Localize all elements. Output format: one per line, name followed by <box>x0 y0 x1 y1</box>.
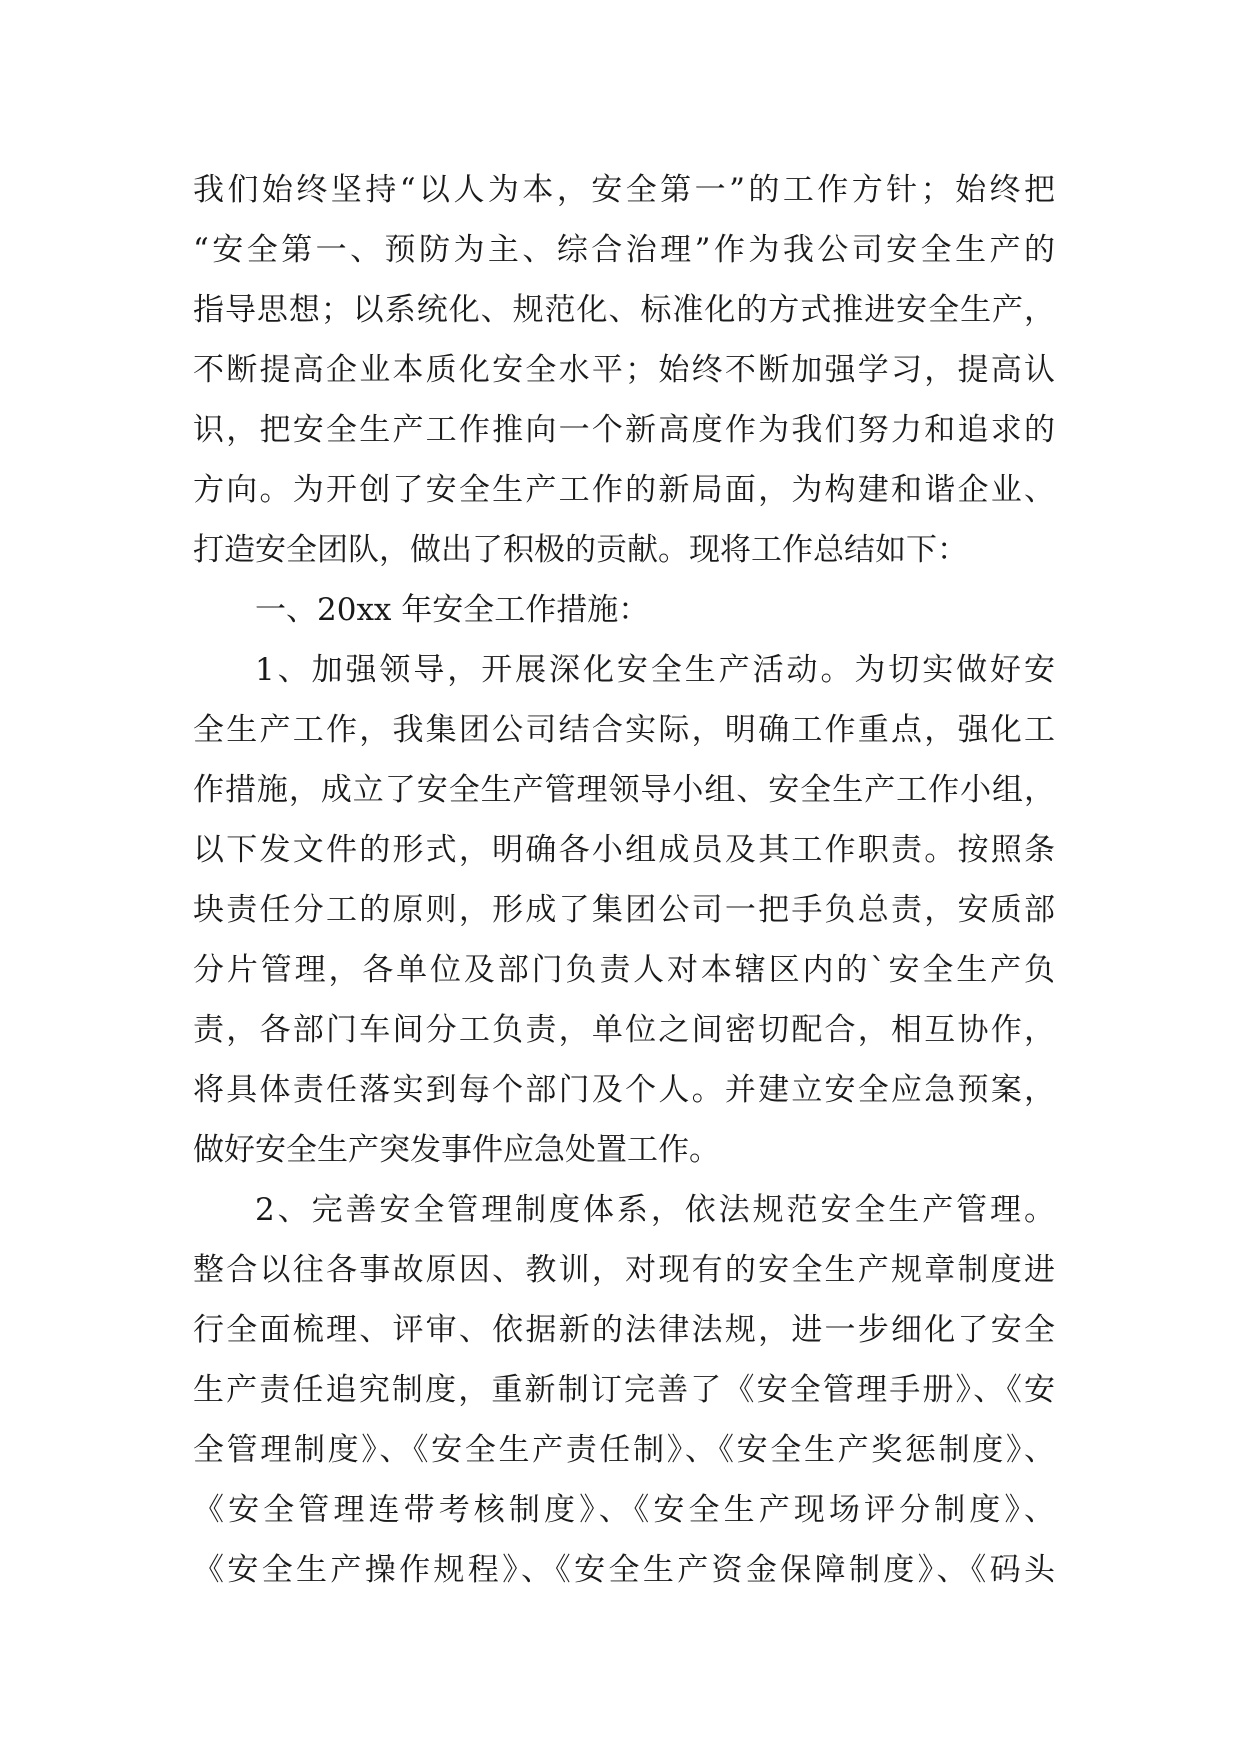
text-line: 我们始终坚持“以人为本，安全第一”的工作方针；始终把 <box>193 172 1055 208</box>
text-line: 不断提高企业本质化安全水平；始终不断加强学习，提高认 <box>193 352 1055 388</box>
text-line: 生产责任追究制度，重新制订完善了《安全管理手册》、《安 <box>193 1372 1055 1408</box>
text-line: 块责任分工的原则，形成了集团公司一把手负总责，安质部 <box>193 892 1055 928</box>
text-line: 指导思想；以系统化、规范化、标准化的方式推进安全生产， <box>193 292 1055 328</box>
text-line: 识，把安全生产工作推向一个新高度作为我们努力和追求的 <box>193 412 1055 448</box>
text-line: 打造安全团队，做出了积极的贡献。现将工作总结如下： <box>193 532 968 568</box>
text-line: 分片管理，各单位及部门负责人对本辖区内的`安全生产负 <box>193 952 1055 988</box>
text-line: 方向。为开创了安全生产工作的新局面，为构建和谐企业、 <box>193 472 1055 508</box>
text-line: “安全第一、预防为主、综合治理”作为我公司安全生产的 <box>193 232 1055 268</box>
text-line: 《安全生产操作规程》、《安全生产资金保障制度》、《码头 <box>193 1552 1055 1588</box>
text-line: 《安全管理连带考核制度》、《安全生产现场评分制度》、 <box>193 1492 1055 1528</box>
text-line: 全管理制度》、《安全生产责任制》、《安全生产奖惩制度》、 <box>193 1432 1055 1468</box>
text-line: 2、完善安全管理制度体系，依法规范安全生产管理。 <box>255 1192 1055 1228</box>
text-line: 整合以往各事故原因、教训，对现有的安全生产规章制度进 <box>193 1252 1055 1288</box>
text-line: 1、加强领导，开展深化安全生产活动。为切实做好安 <box>255 652 1055 688</box>
text-line: 作措施，成立了安全生产管理领导小组、安全生产工作小组， <box>193 772 1055 808</box>
text-line: 全生产工作，我集团公司结合实际，明确工作重点，强化工 <box>193 712 1055 748</box>
document-body <box>193 160 1055 1600</box>
text-line: 责，各部门车间分工负责，单位之间密切配合，相互协作， <box>193 1012 1055 1048</box>
text-line: 将具体责任落实到每个部门及个人。并建立安全应急预案， <box>193 1072 1055 1108</box>
text-line: 以下发文件的形式，明确各小组成员及其工作职责。按照条 <box>193 832 1055 868</box>
section-heading: 一、20xx 年安全工作措施： <box>255 592 650 628</box>
text-line: 行全面梳理、评审、依据新的法律法规，进一步细化了安全 <box>193 1312 1055 1348</box>
text-line: 做好安全生产突发事件应急处置工作。 <box>193 1132 720 1168</box>
